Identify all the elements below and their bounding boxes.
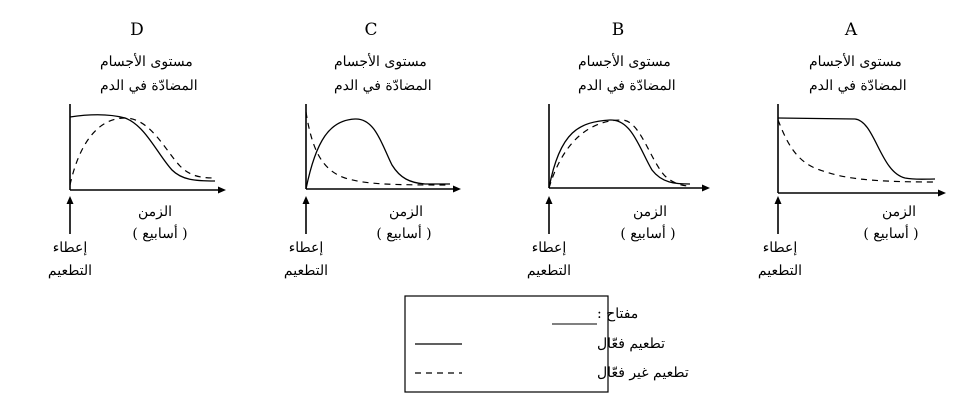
- panel-c-ineffective-curve: [306, 112, 450, 185]
- panel-d: [48, 20, 226, 279]
- panel-c-arrow-label-line1: إعطاء: [288, 240, 324, 256]
- panel-d-ineffective-curve: [70, 118, 215, 185]
- panel-a-ineffective-curve: [778, 120, 935, 182]
- panel-d-arrow-label-line2: التطعيم: [47, 263, 93, 279]
- panel-b-arrow-label-line2: التطعيم: [526, 263, 572, 279]
- panel-d-xlabel-line2: ( أسابيع ): [132, 226, 188, 242]
- panel-c-letter: C: [364, 20, 378, 40]
- panel-c-ylabel-line2: المضادّة في الدم: [334, 78, 432, 94]
- panel-a-arrow-label-line1: إعطاء: [762, 240, 798, 256]
- panel-b-ylabel-line1: مستوى الأجسام: [578, 54, 671, 70]
- panel-d-effective-curve: [70, 115, 215, 181]
- panel-d-ylabel-line2: المضادّة في الدم: [100, 78, 198, 94]
- panel-b-effective-curve: [549, 120, 690, 188]
- panel-c-x-axis-arrowhead: [453, 186, 461, 193]
- panel-a-xlabel-line1: الزمن: [881, 204, 917, 220]
- panel-c: [284, 20, 461, 279]
- panel-b-ineffective-curve: [549, 120, 690, 188]
- panel-a-effective-curve: [778, 118, 935, 179]
- panel-a-ylabel-line2: المضادّة في الدم: [809, 78, 907, 94]
- panel-c-ylabel-line1: مستوى الأجسام: [334, 54, 427, 70]
- legend-dashed-label: تطعيم غير فعّال: [597, 365, 689, 381]
- panel-b-x-axis-arrowhead: [702, 185, 710, 192]
- panel-a-arrow-label-line2: التطعيم: [757, 263, 803, 279]
- panel-d-letter: D: [130, 20, 144, 40]
- panel-a-xlabel-line2: ( أسابيع ): [863, 226, 919, 242]
- panel-d-vaccine-arrowhead: [67, 196, 74, 204]
- panel-d-x-axis-arrowhead: [218, 187, 226, 194]
- panel-c-vaccine-arrowhead: [303, 196, 310, 204]
- panel-c-arrow-label-line2: التطعيم: [283, 263, 329, 279]
- panel-a-vaccine-arrowhead: [775, 196, 782, 204]
- legend-solid-label: تطعيم فعّال: [597, 336, 666, 352]
- panel-c-effective-curve: [306, 119, 450, 189]
- panel-b-xlabel-line2: ( أسابيع ): [620, 226, 676, 242]
- legend-title: مفتاح :: [597, 306, 639, 322]
- panel-c-xlabel-line1: الزمن: [388, 204, 424, 220]
- panel-d-arrow-label-line1: إعطاء: [52, 240, 88, 256]
- panel-b-letter: B: [611, 20, 625, 40]
- panel-a-letter: A: [844, 20, 858, 40]
- panel-d-xlabel-line1: الزمن: [137, 204, 173, 220]
- panel-b-arrow-label-line1: إعطاء: [531, 240, 567, 256]
- panel-a: [758, 20, 946, 279]
- panel-b-ylabel-line2: المضادّة في الدم: [578, 78, 676, 94]
- panel-b-xlabel-line1: الزمن: [632, 204, 668, 220]
- panel-b-vaccine-arrowhead: [546, 196, 553, 204]
- legend: [405, 296, 689, 392]
- panel-a-ylabel-line1: مستوى الأجسام: [809, 54, 902, 70]
- panel-a-x-axis-arrowhead: [938, 190, 946, 197]
- panel-d-ylabel-line1: مستوى الأجسام: [100, 54, 193, 70]
- panel-b: [527, 20, 710, 279]
- panel-c-xlabel-line2: ( أسابيع ): [376, 226, 432, 242]
